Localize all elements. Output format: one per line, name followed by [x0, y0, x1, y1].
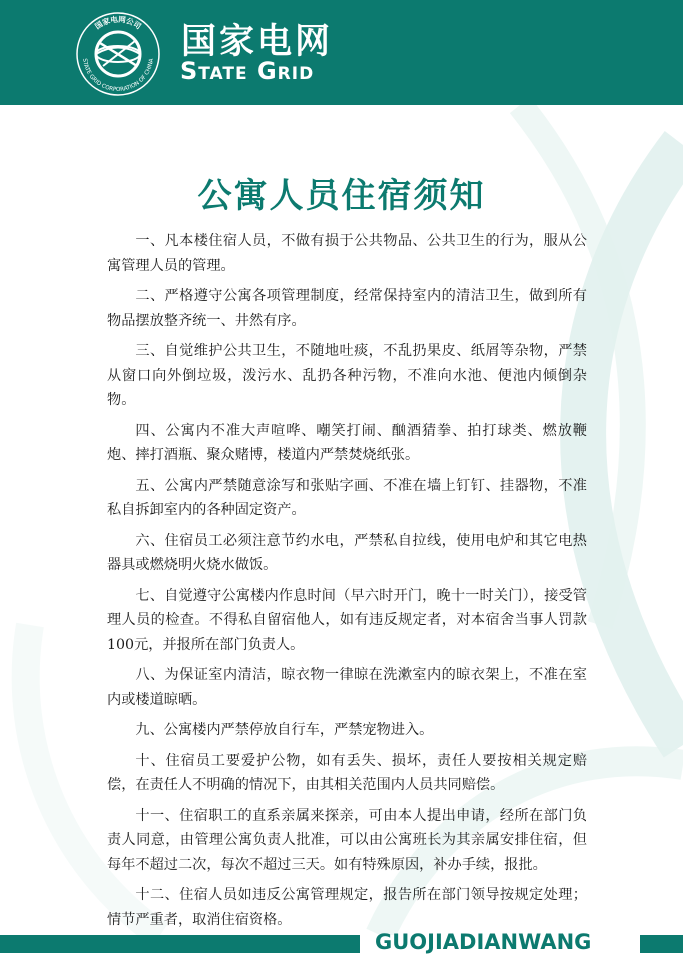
- rule-item: 五、公寓内严禁随意涂写和张贴字画、不准在墙上钉钉、挂器物，不准私自拆卸室内的各种固定资产。: [107, 477, 587, 518]
- rules-list: [107, 229, 587, 938]
- brand-name-english: State Grid: [180, 57, 315, 85]
- rule-item: 一、凡本楼住宿人员，不做有损于公共物品、公共卫生的行为，服从公寓管理人员的管理。: [107, 233, 587, 274]
- rule-item: 十、住宿员工要爱护公物，如有丢失、损坏，责任人要按相关规定赔偿，在责任人不明确的情况下，由其相关范围内人员共同赔偿。: [107, 752, 587, 793]
- rule-item: 三、自觉维护公共卫生，不随地吐痰，不乱扔果皮、纸屑等杂物，严禁从窗口向外倒垃圾，泼污水、乱扔各种污物，不准向水池、便池内倾倒杂物。: [107, 343, 587, 408]
- state-grid-logo-icon: [75, 11, 161, 97]
- footer-bar-right: [640, 935, 683, 953]
- footer-brand-text: GUOJIADIANWANG: [375, 930, 592, 954]
- rule-item: 十一、住宿职工的直系亲属来探亲，可由本人提出申请，经所在部门负责人同意，由管理公寓负责人批准，可以由公寓班长为其亲属安排住宿，但每年不超过二次，每次不超过三天。如有特殊原因，补办手续，报批。: [107, 807, 587, 873]
- logo-ring-text-bottom: STATE GRID CORPORATION OF CHINA: [81, 58, 155, 94]
- header-banner: [0, 0, 683, 105]
- rule-item: 七、自觉遵守公寓楼内作息时间（早六时开门，晚十一时关门），接受管理人员的检查。不得私自留宿他人，如有违反规定者，对本宿舍当事人罚款100元，并报所在部门负责人。: [107, 587, 587, 653]
- brand-name-chinese: 国家电网: [181, 22, 334, 62]
- logo-ring-text-top: 国家电网公司: [93, 14, 143, 32]
- rule-item: 九、公寓楼内严禁停放自行车，严禁宠物进入。: [135, 722, 434, 738]
- footer-bar-left: [0, 935, 360, 953]
- document-title: 公寓人员住宿须知: [197, 176, 486, 216]
- rule-item: 四、公寓内不准大声喧哗、嘲笑打闹、酗酒猜拳、拍打球类、燃放鞭炮、摔打酒瓶、聚众赌博，楼道内严禁焚烧纸张。: [107, 422, 587, 463]
- rule-item: 六、住宿员工必须注意节约水电，严禁私自拉线，使用电炉和其它电热器具或燃烧明火烧水做饭。: [107, 532, 587, 573]
- rule-item: 十二、住宿人员如违反公寓管理规定，报告所在部门领导按规定处理；情节严重者，取消住宿资格。: [107, 887, 587, 928]
- rule-item: 二、严格遵守公寓各项管理制度，经常保持室内的清洁卫生，做到所有物品摆放整齐统一、井然有序。: [107, 288, 587, 329]
- rule-item: 八、为保证室内清洁，晾衣物一律晾在洗漱室内的晾衣架上，不准在室内或楼道晾晒。: [107, 667, 587, 708]
